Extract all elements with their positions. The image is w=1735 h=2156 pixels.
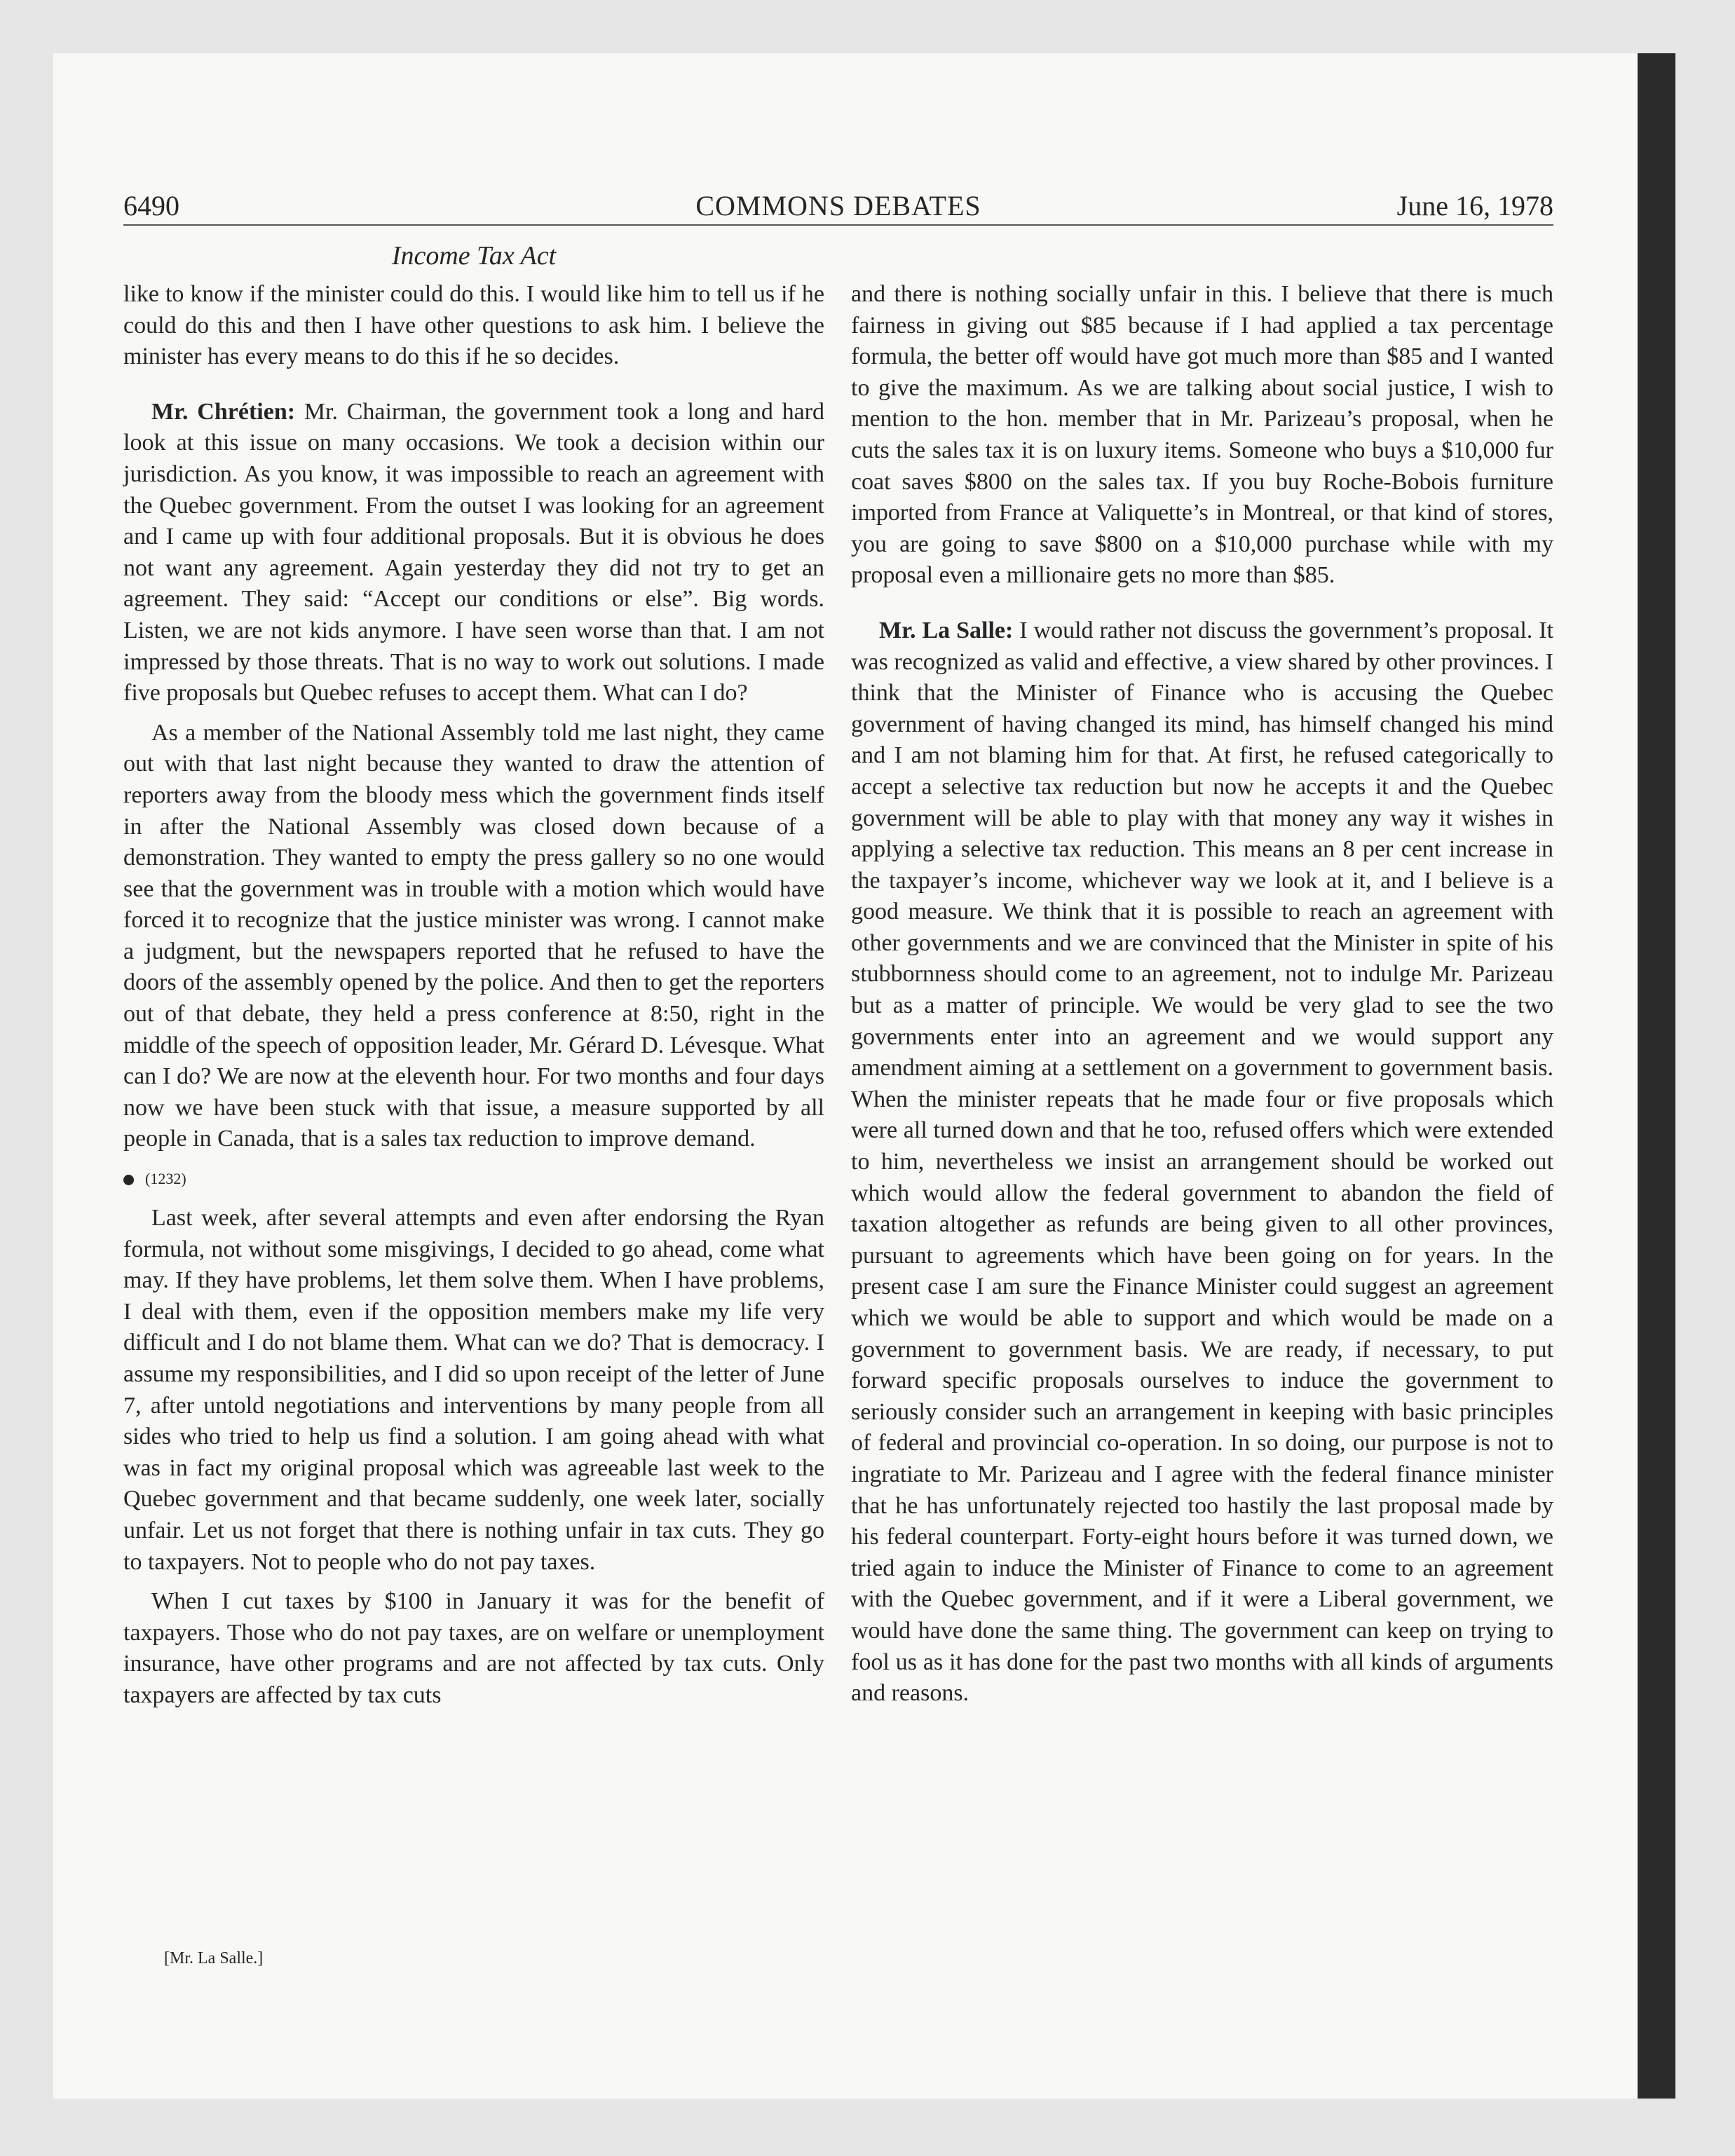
paragraph: As a member of the National Assembly told me last night, they came out with that last night because they wanted to draw the attention of reporters away from the bloody mess which the government finds itself in after the National Assembly was closed down because of a demonstration. They wanted to empty the press gallery so no one would see that the government was in trouble with a motion which would have forced it to recognize that the justice minister was wrong. I cannot make a judgment, but the newspapers reported that he refused to have the doors of the assembly opened by the police. And then to get the reporters out of that debate, they held a press conference at 8:50, right in the middle of the speech of opposition leader, Mr. Gérard D. Lévesque. What can I do? We are now at the eleventh hour. For two months and four days now we have been stuck with that issue, a measure supported by all people in Canada, that is a sales tax reduction to improve demand. <box>123 719 824 1152</box>
speech-text: I would rather not discuss the government’s proposal. It was recognized as valid and effective, a view shared by other provinces. I think that the Minister of Finance who is accusing the Quebec government of having changed its mind, has himself changed his mind and I am not blaming him for that. At first, he refused categorically to accept a selective tax reduction but now he accepts it and the Quebec government will be able to play with that money any way it wishes in applying a selective tax reduction. This means an 8 per cent increase in the taxpayer’s income, whichever way we look at it, and I believe is a good measure. We think that it is possible to reach an agreement with other governments and we are convinced that the Minister in spite of his stubbornness should come to an agreement, not to indulge Mr. Parizeau but as a matter of principle. We would be very glad to see the two governments enter into an agreement and we would support any amendment aiming at a settlement on a government to government basis. When the minister repeats that he made four or five proposals which were all turned down and that he too, refused offers which were extended to him, nevertheless we insist an arrangement should be worked out which would allow the federal government to abandon the field of taxation altogether as refunds are being given to all other provinces, pursuant to agreements which have been going on for years. In the present case I am sure the Finance Minister could suggest an agreement which we would be able to support and which would be made on a government to government basis. We are ready, if necessary, to put forward specific proposals ourselves to induce the government to seriously consider such an arrangement in keeping with basic principles of federal and provincial co-operation. In so doing, our purpose is not to ingratiate to Mr. Parizeau and I agree with the federal finance minister that he has unfortunately rejected too hastily the last proposal made by his federal counterpart. Forty-eight hours before it was turned down, we tried again to induce the Minister of Finance to come to an agreement with the Quebec government, and if it were a Liberal government, we would have done the same thing. The government can keep on trying to fool us as it has done for the past two months with all kinds of arguments and reasons. <box>851 617 1553 1707</box>
page-header <box>123 188 1553 226</box>
speaker-attribution: [Mr. La Salle.] <box>164 1949 264 1967</box>
paragraph: like to know if the minister could do this. I would like him to tell us if he could do this and then I have other questions to ask him. I believe the minister has every means to do this if he so decides. <box>123 281 824 370</box>
speech-text: Mr. Chairman, the government took a long and hard look at this issue on many occasions. We took a decision within our jurisdiction. As you know, it was impossible to reach an agreement with the Quebec government. From the outset I was looking for an agreement and I came up with four additional proposals. But it is obvious he does not want any agreement. Again yesterday they did not try to get an agreement. They said: “Accept our conditions or else”. Big words. Listen, we are not kids anymore. I have seen worse than that. I am not impressed by those threats. That is no way to work out solutions. I made five proposals but Quebec refuses to accept them. What can I do? <box>123 398 824 707</box>
speaker-name: Mr. La Salle: <box>879 617 1014 643</box>
paragraph: When I cut taxes by $100 in January it was for the benefit of taxpayers. Those who do not pay taxes, are on welfare or unemployment insurance, have other programs and are not affected by tax cuts. Only taxpayers are affected by tax cuts <box>123 1588 824 1708</box>
speech-paragraph <box>851 615 1553 1710</box>
speech-paragraph <box>123 397 824 709</box>
page-number: 6490 <box>123 190 179 221</box>
bullet-icon <box>123 1175 134 1185</box>
time-marker <box>123 1164 824 1194</box>
publication-date: June 16, 1978 <box>1396 190 1553 221</box>
time-marker-text: (1232) <box>145 1170 186 1188</box>
left-column <box>123 279 824 1712</box>
speaker-name: Mr. Chrétien: <box>151 398 296 425</box>
paragraph: and there is nothing socially unfair in this. I believe that there is much fairness in giving out $85 because if I had applied a tax percentage formula, the better off would have got much more than $85 and I wanted to give the maximum. As we are talking about social justice, I wish to mention to the hon. member that in Mr. Parizeau’s proposal, when he cuts the sales tax it is on luxury items. Someone who buys a $10,000 fur coat saves $800 on the sales tax. If you buy Roche-Bobois furniture imported from France at Valiquette’s in Montreal, or that kind of stores, you are going to save $800 on a $10,000 purchase while with my proposal even a millionaire gets no more than $85. <box>851 281 1553 589</box>
scan-border <box>1638 53 1675 2099</box>
paragraph: Last week, after several attempts and even after endorsing the Ryan formula, not without some misgivings, I decided to go ahead, come what may. If they have problems, let them solve them. When I have problems, I deal with them, even if the opposition members make my life very difficult and I do not blame them. What can we do? That is democracy. I assume my responsibilities, and I did so upon receipt of the letter of June 7, after untold negotiations and interventions by many people from all sides who tried to help us find a solution. I am going ahead with what was in fact my original proposal which was agreeable last week to the Quebec government and that became suddenly, one week later, socially unfair. Let us not forget that there is nothing unfair in tax cuts. They go to taxpayers. Not to people who do not pay taxes. <box>123 1205 824 1575</box>
section-title: Income Tax Act <box>391 241 557 271</box>
right-column <box>851 279 1553 1710</box>
publication-title: COMMONS DEBATES <box>695 190 981 221</box>
